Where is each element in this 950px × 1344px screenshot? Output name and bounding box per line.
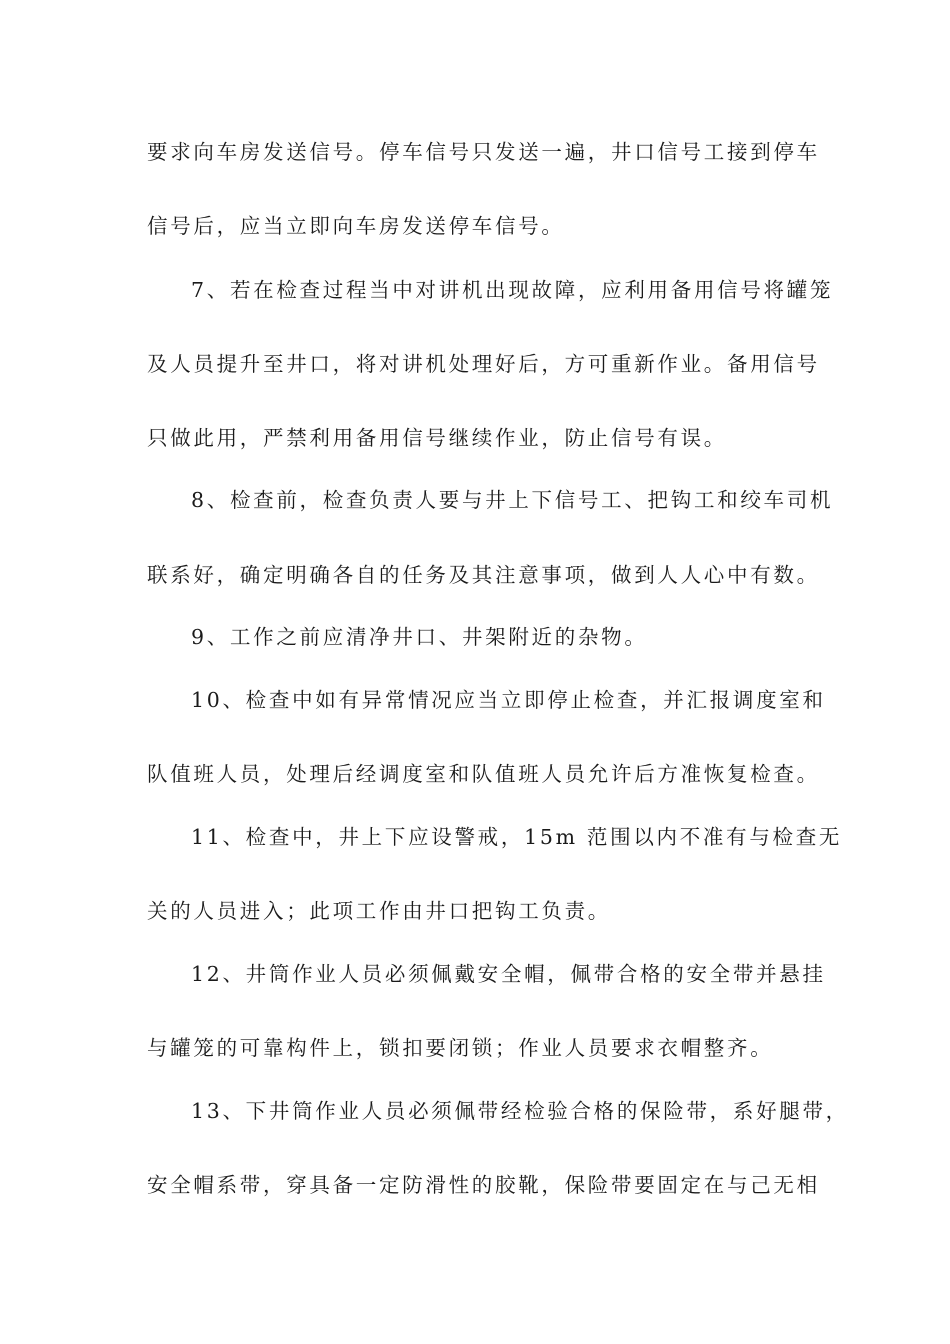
text-line: 要求向车房发送信号。停车信号只发送一遍，井口信号工接到停车 [147,140,820,164]
text-line: 只做此用，严禁利用备用信号继续作业，防止信号有误。 [147,426,727,450]
text-line: 安全帽系带，穿具备一定防滑性的胶靴，保险带要固定在与己无相 [147,1173,820,1197]
paragraph-8-line: 8、检查前，检查负责人要与井上下信号工、把钩工和绞车司机 [191,488,834,512]
text-line: 与罐笼的可靠构件上，锁扣要闭锁；作业人员要求衣帽整齐。 [147,1036,774,1060]
paragraph-12-line: 12、井筒作业人员必须佩戴安全帽，佩带合格的安全带并悬挂 [191,962,826,986]
text-line: 联系好，确定明确各自的任务及其注意事项，做到人人心中有数。 [147,563,820,587]
text-line: 及人员提升至井口，将对讲机处理好后，方可重新作业。备用信号 [147,352,820,376]
paragraph-11-line: 11、检查中，井上下应设警戒，15m 范围以内不准有与检查无 [191,825,843,849]
paragraph-7-line: 7、若在检查过程当中对讲机出现故障，应利用备用信号将罐笼 [191,278,834,302]
paragraph-10-line: 10、检查中如有异常情况应当立即停止检查，并汇报调度室和 [191,688,826,712]
text-line: 关的人员进入；此项工作由井口把钩工负责。 [147,899,611,923]
text-line: 队值班人员，处理后经调度室和队值班人员允许后方准恢复检查。 [147,762,820,786]
paragraph-9-line: 9、工作之前应清净井口、井架附近的杂物。 [191,625,648,649]
paragraph-13-line: 13、下井筒作业人员必须佩带经检验合格的保险带，系好腿带， [191,1099,849,1123]
text-line: 信号后，应当立即向车房发送停车信号。 [147,214,565,238]
